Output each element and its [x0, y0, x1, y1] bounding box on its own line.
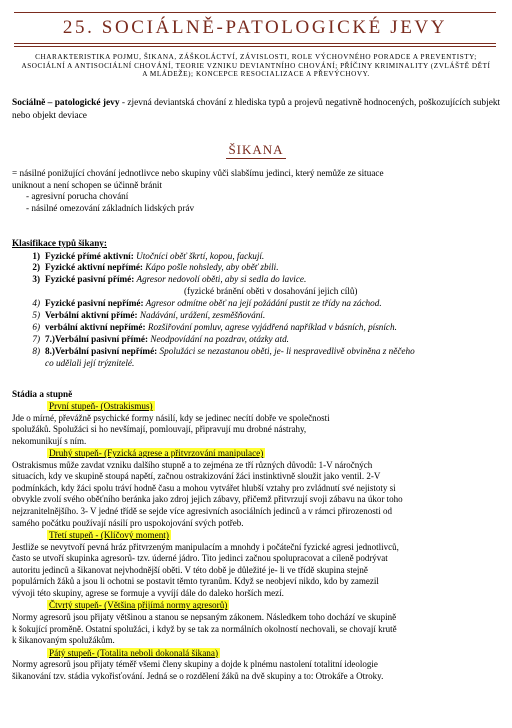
list-item: 5) Verbální aktivní přímé: Nadávání, urážení, zesměšňování. — [32, 310, 266, 321]
section-heading: ŠIKANA — [228, 142, 284, 157]
intro-term: Sociálně – patologické jevy — [12, 98, 120, 108]
stage-5-label: Pátý stupeň- (Totalita neboli dokonalá šikana) — [49, 647, 219, 658]
stage-4-label: Čtvrtý stupeň- (Většina přijímá normy agresorů) — [49, 600, 228, 611]
classification-block — [12, 238, 504, 370]
list-item-continuation: (fyzické bránění oběti v dosahování jejich cílů) — [184, 286, 358, 297]
definition-line: uniknout a není schopen se účinně bránit — [12, 179, 163, 190]
intro-definition: - zjevná deviantská chování z hlediska typů a projevů negativně hodnocených, poškozujících subjekt nebo objekt deviace — [12, 98, 501, 121]
stage-4-text: Normy agresorů jsou přijaty většinou a stanou se nepsaným zákonem. Následkem toho dochází ve skupině k šokující proměně. Ostatní spolužáci, i když by se tak za normálních okolností nechovali, se chovají krutě k šikanovaným spolužákům. — [12, 612, 397, 646]
stage-1-text: Jde o mírné, převážně psychické formy násilí, kdy se jedinec necítí dobře ve společnosti spolužáků. Spolužáci si ho nevšímají, pomlouvají, připravují mu drobné nástrahy, nekomunikují s ním. — [12, 412, 330, 446]
list-item: 7) 7.)Verbální pasivní přímé: Neodpovídání na pozdrav, otázky atd. — [32, 333, 289, 344]
stage-3-text: Jestliže se nevytvoří pevná hráz přitvrzeným manipulacím a mnohdy i počáteční fyzické agresi jednotlivců, často se utvoří skupinka agresorů- tzv. úderné jádro. Tito jedinci začnou spolupracovat a cíleně podrývat autoritu jedinců a šikanovat nejvhodnější oběti. V této době je důležité je- li ve třídě skupina stejně populárních žáků a jsou li ochotni se postavit těmto tyranům. Když se neobjeví nikdo, kdo by zamezil vývoji této skupiny, agrese se formuje a vyvíjí dále do daleko horších mezí. — [12, 541, 399, 598]
stage-5-text: Normy agresorů jsou přijaty téměř všemi členy skupiny a dojde k plnému nastolení totalitní ideologie šikanování tzv. stádia vykořisťování. Jedná se o rozdělení žáků na dvě skupiny a to: Otrokáře a Otroky. — [12, 659, 384, 681]
definition-block — [12, 168, 504, 214]
stage-2-text: Ostrakismus může zavdat vzniku dalšího stupně a to zejména ze tří různých důvodů: 1-V náročných situacích, kdy ve skupině stoupá napětí, začnou ostrakizování žáci instinktivně sloužit jako ventil. 2-V podmínkách, kdy žáci spolu tráví hodně času a mohou vytvářet hlubší vztahy pro zvládnutí své nejistoty si obvykle zvolí svého oběťního beránka jako zdroj jejich zábavy, přičemž přitvrzují svoji zábavu na úkor toho nejzranitelnějšího. 3- V jedné třídě se sejde více agresivních asociálních jedinců a v rámci přirozenosti od samého počátku používají násilí pro uspokojování svých potřeb. — [12, 459, 403, 528]
definition-line: = násilné ponižující chování jednotlivce nebo skupiny vůči slabšímu jedinci, který nemůže ze situace — [12, 168, 384, 178]
page-title: 25. SOCIÁLNĚ-PATOLOGICKÉ JEVY — [62, 17, 448, 38]
list-item-continuation: co udělali její trýznitelé. — [45, 357, 135, 368]
stage-3-label: Třetí stupeň - (Klíčový moment) — [49, 530, 169, 541]
classification-heading: Klasifikace typů šikany: — [12, 238, 107, 248]
list-item: 1) Fyzické přímé aktivní: Utočníci oběť škrtí, kopou, fackují. — [32, 250, 265, 261]
stage-1-label: První stupeň- (Ostrakismus) — [49, 401, 153, 411]
stage-2-label: Druhý stupeň- (Fyzická agrese a přitvrzování manipulace) — [49, 448, 264, 459]
definition-bullet: - násilné omezování základních lidských práv — [26, 202, 195, 213]
list-item: 6) verbální aktivní nepřímé: Rozšiřování pomluv, agrese vyjádřená například v básních, písních. — [32, 321, 397, 332]
list-item: 8) 8.)Verbální pasivní nepřímé: Spolužáci se nezastanou oběti, je- li nespravedlivě obviněna z něčeho — [32, 345, 415, 356]
stages-block — [12, 388, 504, 682]
topic-subtitle: CHARAKTERISTIKA POJMU, ŠIKANA, ZÁŠKOLÁCTVÍ, ZÁVISLOSTI, ROLE VÝCHOVNÉHO PORADCE A PREVENTISTY; ASOCIÁLNÍ A ANTISOCIÁLNÍ CHOVÁNÍ, TEORIE VZNIKU DEVIANTNÍHO CHOVÁNÍ; PŘÍČINY KRIMINALITY (ZVLÁŠTĚ DĚTÍ A MLÁDEŽE); KONCEPCE RESOCIALIZACE A PŘEVÝCHOVY. — [21, 53, 491, 79]
intro-paragraph — [12, 97, 502, 122]
list-item: 2) Fyzické aktivní nepřímé: Kápo pošle nohsledy, aby oběť zbili. — [32, 262, 279, 273]
definition-bullet: - agresivní porucha chování — [26, 191, 129, 202]
stages-heading: Stádia a stupně — [12, 389, 73, 399]
title-frame — [14, 12, 496, 44]
list-item: 4) Fyzické pasivní nepřímé: Agresor odmítne oběť na její požádání pustit ze třídy na záchod. — [32, 298, 382, 309]
list-item: 3) Fyzické pasivní přímé: Agresor nedovolí oběti, aby si sedla do lavice. — [32, 274, 307, 285]
